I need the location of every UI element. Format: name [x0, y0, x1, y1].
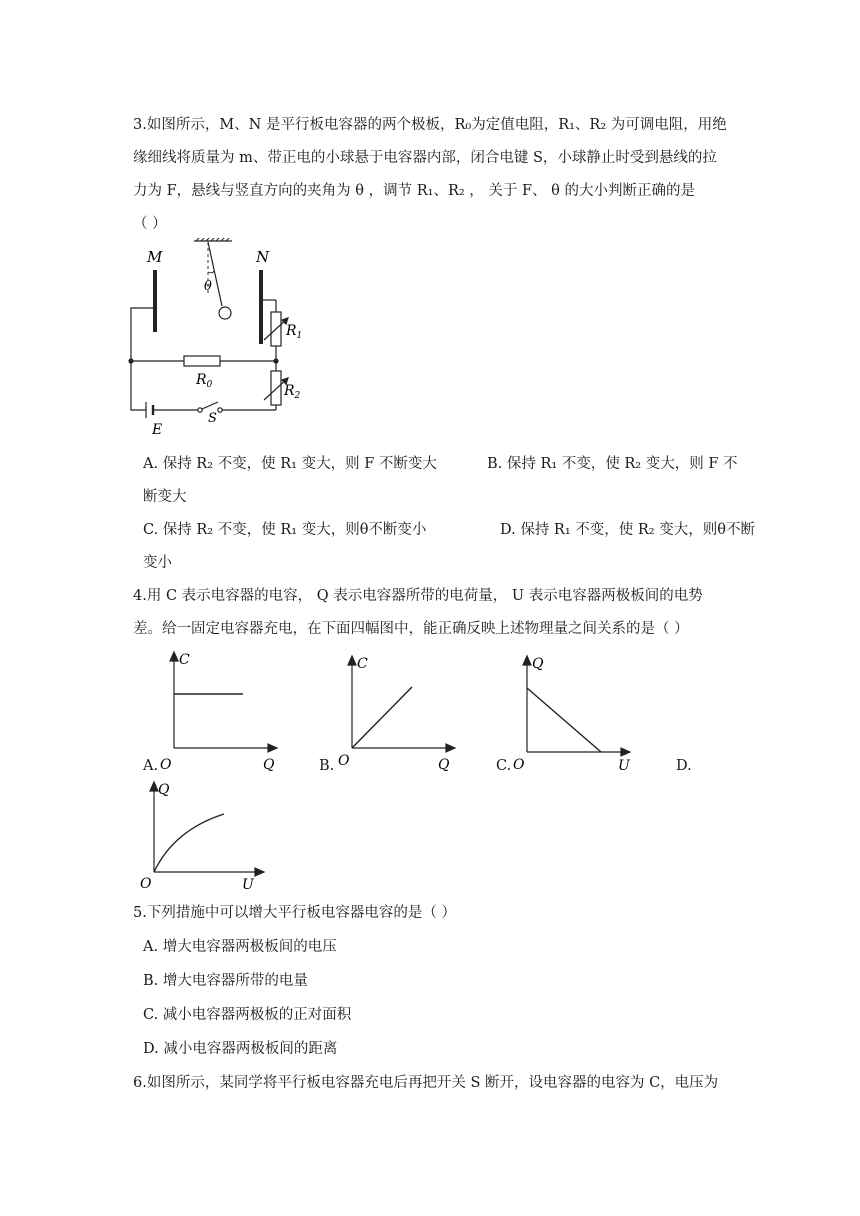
q3-stem-line-3: 力为 F，悬线与竖直方向的夹角为 θ ，调节 R₁、R₂ ， 关于 F、 θ 的大小判断正确的是 — [133, 183, 696, 199]
q3-option-d: D. 保持 R₁ 不变，使 R₂ 变大，则θ不断 — [500, 522, 755, 538]
q3-option-d-cont: 变小 — [143, 555, 172, 571]
q4-graph-d-option: D. — [676, 758, 692, 774]
label-E: E — [152, 422, 163, 438]
label-R1: R — [286, 323, 297, 339]
q4-graph-c-option: C. — [496, 758, 512, 774]
graph-a-x-label: Q — [263, 757, 275, 773]
q3-option-a: A. 保持 R₂ 不变，使 R₁ 变大，则 F 不断变大 — [143, 456, 437, 472]
q4-graph-c — [508, 648, 638, 773]
label-theta: θ — [204, 279, 212, 294]
label-R2: R — [284, 383, 295, 399]
q5-option-b: B. 增大电容器所带的电量 — [143, 973, 308, 989]
q4-stem-line-2: 差。给一固定电容器充电，在下面四幅图中，能正确反映上述物理量之间关系的是（ ） — [133, 621, 689, 637]
q4-graph-d — [136, 774, 271, 892]
q5-option-d: D. 减小电容器两极板间的距离 — [143, 1041, 338, 1057]
label-R1-sub: 1 — [296, 331, 303, 341]
graph-a-y-label: C — [179, 652, 190, 668]
graph-a-origin: O — [160, 757, 172, 773]
graph-c-x-label: U — [618, 758, 630, 773]
q4-graph-a — [155, 648, 285, 773]
q4-stem-line-1: 4.用 C 表示电容器的电容， Q 表示电容器所带的电荷量， U 表示电容器两极板间的电势 — [133, 588, 703, 604]
q5-option-c: C. 减小电容器两极板的正对面积 — [143, 1007, 352, 1023]
q3-stem-line-1: 3.如图所示，M、N 是平行板电容器的两个极板，R₀为定值电阻，R₁、R₂ 为可调电阻，用绝 — [133, 117, 727, 133]
q3-stem-line-4: （ ） — [133, 216, 167, 232]
graph-d-x-label: U — [242, 877, 254, 892]
label-N: N — [256, 248, 270, 266]
label-M: M — [147, 248, 163, 266]
q3-stem-line-2: 缘细线将质量为 m、带正电的小球悬于电容器内部，闭合电键 S，小球静止时受到悬线的拉 — [133, 150, 717, 166]
q5-option-a: A. 增大电容器两极板间的电压 — [143, 939, 337, 955]
q3-option-b: B. 保持 R₁ 不变，使 R₂ 变大，则 F 不 — [487, 456, 738, 472]
label-R0-sub: 0 — [206, 380, 213, 390]
label-R2-sub: 2 — [294, 391, 301, 401]
q4-graph-b-option: B. — [319, 758, 335, 774]
label-R0: R — [196, 372, 207, 388]
graph-c-origin: O — [513, 757, 525, 773]
q3-circuit-figure — [118, 238, 318, 440]
graph-b-origin: O — [338, 753, 350, 769]
q4-graph-a-option: A. — [143, 758, 159, 774]
label-S: S — [208, 411, 217, 426]
q3-option-b-cont: 断变大 — [143, 489, 187, 505]
q3-option-c: C. 保持 R₂ 不变，使 R₁ 变大，则θ不断变小 — [143, 522, 427, 538]
svg-text:R2 — [283, 383, 301, 401]
q4-graph-b — [333, 648, 463, 773]
graph-b-y-label: C — [357, 656, 368, 672]
graph-c-y-label: Q — [532, 656, 544, 672]
svg-text:R0 — [195, 372, 213, 390]
graph-d-origin: O — [140, 876, 152, 892]
graph-d-y-label: Q — [158, 782, 170, 798]
graph-b-x-label: Q — [438, 757, 450, 773]
q6-stem-line-1: 6.如图所示，某同学将平行板电容器充电后再把开关 S 断开，设电容器的电容为 C，电压为 — [133, 1075, 719, 1091]
q5-stem: 5.下列措施中可以增大平行板电容器电容的是（ ） — [133, 905, 456, 921]
svg-text:R1 — [285, 323, 302, 341]
